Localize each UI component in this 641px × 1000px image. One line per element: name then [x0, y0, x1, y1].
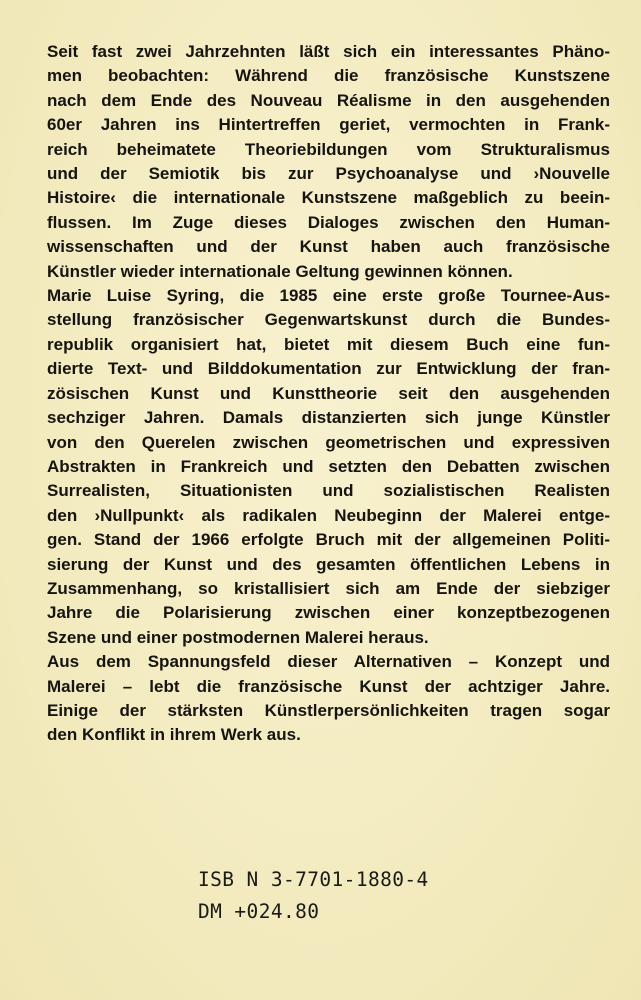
blurb-text	[47, 40, 610, 748]
text-line: Surrealisten, Situationisten und sozialistischen Realisten	[47, 481, 610, 501]
text-line: Malerei – lebt die französische Kunst der achtziger Jahre.	[47, 676, 610, 696]
text-line: sechziger Jahren. Damals distanzierten sich junge Künstler	[47, 408, 610, 428]
text-line: nach dem Ende des Nouveau Réalisme in den ausgehenden	[47, 90, 610, 110]
text-line: Aus dem Spannungsfeld dieser Alternativen – Konzept und	[47, 652, 610, 672]
text-line: republik organisiert hat, bietet mit diesem Buch eine fun-	[47, 334, 610, 354]
isbn-price-block	[198, 864, 429, 928]
text-line: Abstrakten in Frankreich und setzten den Debatten zwischen	[47, 456, 610, 476]
text-line: 60er Jahren ins Hintertreffen geriet, vermochten in Frank-	[47, 115, 610, 135]
price-label: DM +024.80	[198, 900, 320, 923]
text-line: stellung französischer Gegenwartskunst durch die Bundes-	[47, 310, 610, 330]
text-line: zösischen Kunst und Kunsttheorie seit den ausgehenden	[47, 383, 610, 403]
text-line: Einige der stärksten Künstlerpersönlichkeiten tragen sogar	[47, 700, 610, 720]
text-line: den ›Nullpunkt‹ als radikalen Neubeginn der Malerei entge-	[47, 505, 610, 525]
text-line: sierung der Kunst und des gesamten öffentlichen Lebens in	[47, 554, 610, 574]
blurb-paragraph-3	[47, 650, 610, 748]
text-line: Seit fast zwei Jahrzehnten läßt sich ein interessantes Phäno-	[47, 42, 610, 61]
blurb-paragraph-2	[47, 284, 610, 650]
blurb-paragraph-1	[47, 40, 610, 284]
text-line: wissenschaften und der Kunst haben auch französische	[47, 237, 610, 257]
text-line: Histoire‹ die internationale Kunstszene maßgeblich zu beein-	[47, 188, 610, 208]
text-line: men beobachten: Während die französische Kunstszene	[47, 66, 610, 86]
text-line: Zusammenhang, so kristallisiert sich am Ende der siebziger	[47, 578, 610, 598]
text-line: Szene und einer postmodernen Malerei heraus.	[47, 627, 429, 647]
text-line: Marie Luise Syring, die 1985 eine erste große Tournee-Aus-	[47, 286, 610, 306]
text-line: reich beheimatete Theoriebildungen vom Strukturalismus	[47, 139, 610, 159]
isbn-number: ISB N 3-7701-1880-4	[198, 868, 429, 891]
text-line: den Konflikt in ihrem Werk aus.	[47, 725, 301, 745]
text-line: von den Querelen zwischen geometrischen und expressiven	[47, 432, 610, 452]
text-line: Künstler wieder internationale Geltung gewinnen können.	[47, 261, 513, 281]
text-line: flussen. Im Zuge dieses Dialoges zwischen den Human-	[47, 212, 610, 232]
text-line: und der Semiotik bis zur Psychoanalyse und ›Nouvelle	[47, 164, 610, 184]
text-line: Jahre die Polarisierung zwischen einer konzeptbezogenen	[47, 603, 610, 623]
text-line: gen. Stand der 1966 erfolgte Bruch mit der allgemeinen Politi-	[47, 530, 610, 550]
text-line: dierte Text- und Bilddokumentation zur Entwicklung der fran-	[47, 359, 610, 379]
